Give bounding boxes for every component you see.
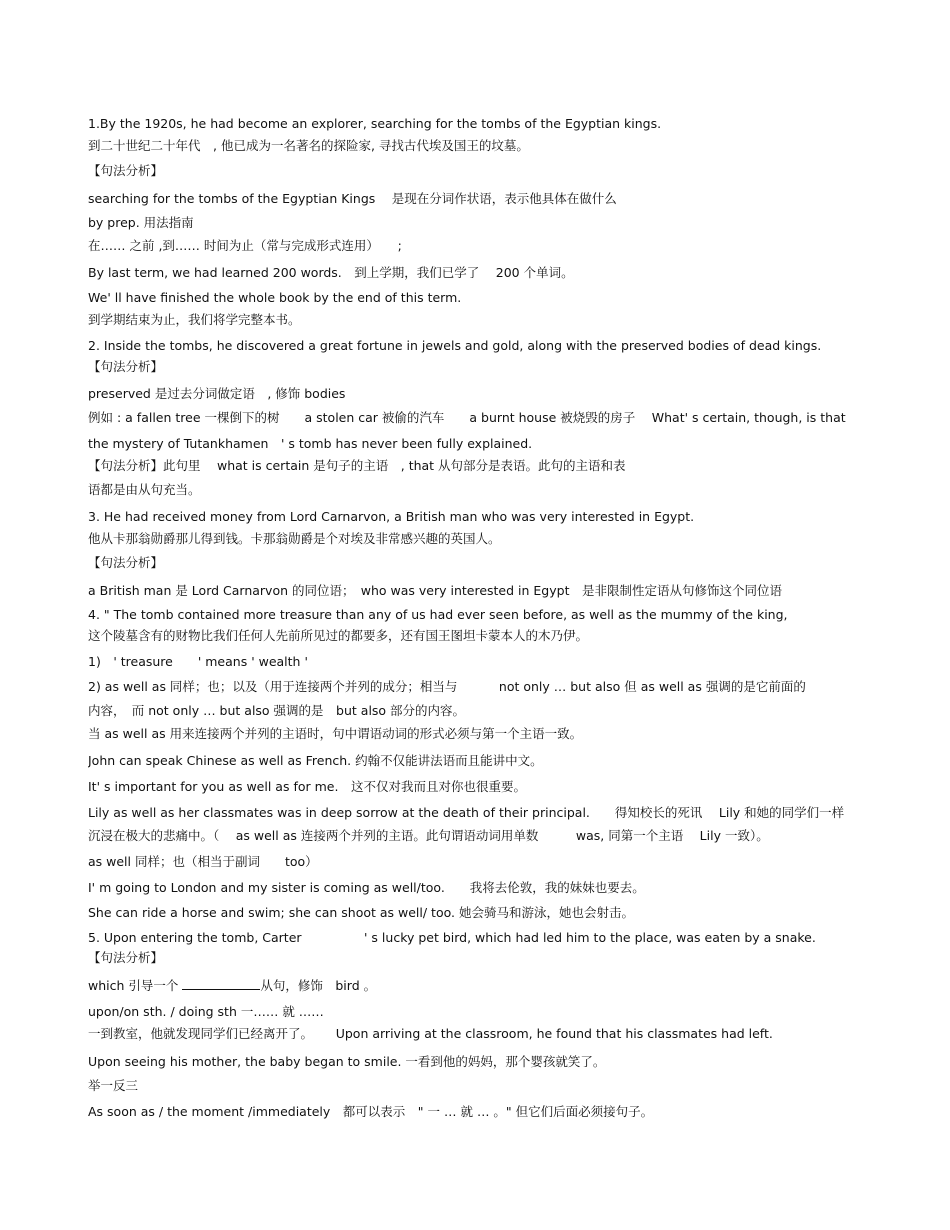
- text-before-blank: which 引导一个: [88, 978, 183, 993]
- text-line: Lily as well as her classmates was in deep sorrow at the death of their principal. 得知校长的死讯 Lily 和她的同学们一样: [88, 805, 845, 820]
- text-line: 一到教室，他就发现同学们已经离开了。 Upon arriving at the classroom, he found that his classmates had left.: [88, 1026, 773, 1041]
- text-after-blank: 从句，修饰 bird 。: [260, 978, 377, 993]
- text-line: 到二十世纪二十年代 , 他已成为一名著名的探险家, 寻找古代埃及国王的坟墓。: [88, 138, 529, 153]
- text-line: 在…… 之前 ,到…… 时间为止（常与完成形式连用） ;: [88, 238, 402, 253]
- text-line: 3. He had received money from Lord Carnarvon, a British man who was very interested in Egypt.: [88, 509, 695, 524]
- text-line: 例如 : a fallen tree 一棵倒下的树 a stolen car 被偷的汽车 a burnt house 被烧毁的房子 What' s certain, though, is that: [88, 410, 846, 425]
- text-line: 2) as well as 同样；也；以及（用于连接两个并列的成分；相当与 not only … but also 但 as well as 强调的是它前面的: [88, 679, 806, 694]
- text-line: as well 同样；也（相当于副词 too）: [88, 854, 318, 869]
- text-line: It' s important for you as well as for me. 这不仅对我而且对你也很重要。: [88, 779, 526, 794]
- text-line: upon/on sth. / doing sth 一…… 就 ……: [88, 1004, 324, 1019]
- text-line: a British man 是 Lord Carnarvon 的同位语； who was very interested in Egypt 是非限制性定语从句修饰这个同位语: [88, 583, 782, 598]
- text-line: 1) ' treasure ' means ' wealth ': [88, 654, 308, 669]
- text-line: 【句法分析】: [88, 555, 164, 570]
- text-line: 【句法分析】: [88, 359, 164, 374]
- text-line: 2. Inside the tombs, he discovered a great fortune in jewels and gold, along with the preserved bodies of dead kings.: [88, 338, 822, 353]
- text-line: Upon seeing his mother, the baby began to smile. 一看到他的妈妈，那个婴孩就笑了。: [88, 1054, 606, 1069]
- text-line: by prep. 用法指南: [88, 215, 194, 230]
- text-line: 语都是由从句充当。: [88, 482, 201, 497]
- text-line: the mystery of Tutankhamen ' s tomb has never been fully explained.: [88, 436, 533, 451]
- text-line: preserved 是过去分词做定语 , 修饰 bodies: [88, 386, 346, 401]
- text-line: 内容， 而 not only … but also 强调的是 but also 部分的内容。: [88, 703, 466, 718]
- text-line: As soon as / the moment /immediately 都可以表示 " 一 … 就 … 。" 但它们后面必须接句子。: [88, 1104, 654, 1119]
- text-line: 1.By the 1920s, he had become an explorer, searching for the tombs of the Egyptian kings.: [88, 116, 662, 131]
- text-line: 这个陵墓含有的财物比我们任何人先前所见过的都要多，还有国王图坦卡蒙本人的木乃伊。: [88, 628, 589, 643]
- text-line: 5. Upon entering the tomb, Carter ' s lucky pet bird, which had led him to the place, was eaten by a snake.: [88, 930, 816, 945]
- text-line: 【句法分析】: [88, 950, 164, 965]
- text-line: By last term, we had learned 200 words. 到上学期，我们已学了 200 个单词。: [88, 265, 574, 280]
- text-line: John can speak Chinese as well as French. 约翰不仅能讲法语而且能讲中文。: [88, 753, 543, 768]
- text-line: She can ride a horse and swim; she can shoot as well/ too. 她会骑马和游泳，她也会射击。: [88, 905, 634, 920]
- text-line: We' ll have finished the whole book by the end of this term.: [88, 290, 462, 305]
- text-line: 当 as well as 用来连接两个并列的主语时，句中谓语动词的形式必须与第一个主语一致。: [88, 726, 583, 741]
- fill-in-blank-line: [88, 977, 890, 994]
- text-line: 沉浸在极大的悲痛中。（ as well as 连接两个并列的主语。此句谓语动词用单数 was, 同第一个主语 Lily 一致）。: [88, 828, 769, 843]
- text-line: 他从卡那翁勋爵那儿得到钱。卡那翁勋爵是个对埃及非常感兴趣的英国人。: [88, 531, 501, 546]
- text-line: 举一反三: [88, 1078, 139, 1093]
- text-line: I' m going to London and my sister is coming as well/too. 我将去伦敦，我的妹妹也要去。: [88, 880, 645, 895]
- text-line: searching for the tombs of the Egyptian Kings 是现在分词作状语，表示他具体在做什么: [88, 191, 617, 206]
- text-line: 【句法分析】此句里 what is certain 是句子的主语 , that 从句部分是表语。此句的主语和表: [88, 458, 626, 473]
- text-line: 【句法分析】: [88, 163, 164, 178]
- blank-underline: [182, 977, 260, 990]
- text-line: 到学期结束为止，我们将学完整本书。: [88, 312, 301, 327]
- text-line: 4. " The tomb contained more treasure than any of us had ever seen before, as well as the mummy of the king,: [88, 607, 788, 622]
